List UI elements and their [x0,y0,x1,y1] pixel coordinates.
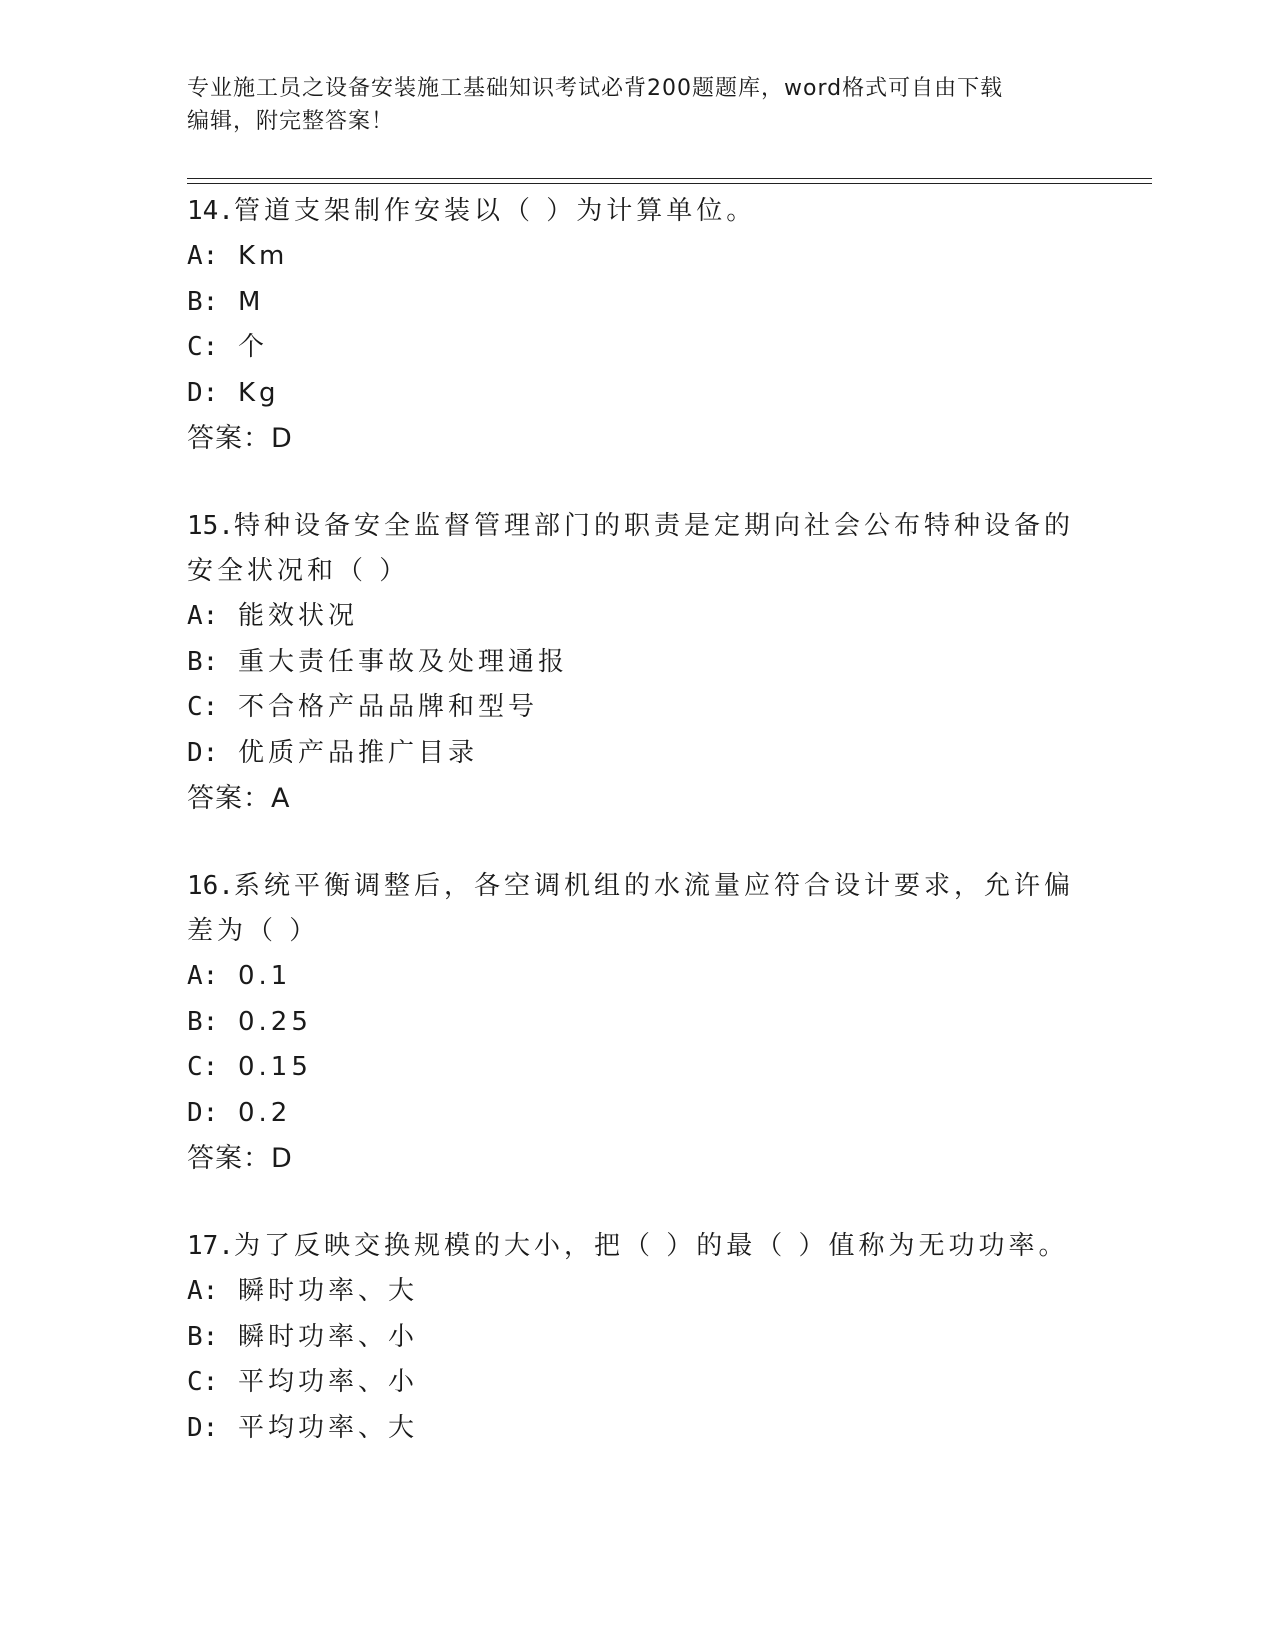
option-text: 不合格产品品牌和型号 [237,692,538,722]
option-b [187,640,1087,686]
option-c [187,685,1087,731]
option-text: 瞬时功率、大 [237,1276,418,1306]
option-key: A: [187,1276,219,1306]
option-b [187,280,1087,326]
option-key: B: [187,1321,219,1352]
option-key: B: [187,1006,219,1037]
question-text [187,864,1087,954]
header-divider-bottom [187,183,1152,184]
question-list [187,189,1087,1493]
option-b [187,1000,1087,1046]
option-text: 平均功率、大 [237,1412,418,1443]
option-c [187,1360,1087,1406]
option-key: D: [187,377,219,408]
option-text: 平均功率、小 [237,1367,418,1397]
question-text [187,189,1087,234]
answer-label: 答案：A [187,783,291,814]
header-divider-top [187,178,1152,179]
option-d [187,371,1087,417]
header-line-1: 专业施工员之设备安装施工基础知识考试必背200题题库，word格式可自由下载 [187,76,1004,101]
option-c [187,325,1087,371]
question-number: 15. [187,511,234,541]
option-text: 0.15 [237,1052,312,1082]
option-key: A: [187,961,219,991]
option-a [187,954,1087,1000]
option-key: C: [187,1052,219,1082]
question-17 [187,1224,1087,1451]
answer-label: 答案：D [187,1143,293,1174]
option-text: 0.25 [237,1006,312,1037]
question-stem: 为了反映交换规模的大小，把（ ）的最（ ）值称为无功功率。 [233,1231,1069,1261]
question-14 [187,189,1087,462]
option-text: 重大责任事故及处理通报 [237,646,568,677]
option-key: B: [187,286,219,317]
option-key: D: [187,737,219,768]
option-d [187,731,1087,777]
answer-label: 答案：D [187,423,293,454]
document-header [187,72,1067,138]
option-text: Kg [237,377,280,408]
question-stem: 系统平衡调整后，各空调机组的水流量应符合设计要求，允许偏差为（ ） [187,871,1074,946]
option-a [187,594,1087,640]
option-b [187,1315,1087,1361]
option-text: 个 [237,332,268,362]
question-stem: 特种设备安全监督管理部门的职责是定期向社会公布特种设备的安全状况和（ ） [187,511,1074,586]
option-key: C: [187,692,219,722]
option-d [187,1091,1087,1137]
option-key: A: [187,241,219,271]
option-text: M [237,286,265,317]
option-c [187,1045,1087,1091]
question-text [187,504,1087,594]
option-text: 优质产品推广目录 [237,737,478,768]
question-15 [187,504,1087,822]
option-text: 能效状况 [237,601,358,631]
option-a [187,234,1087,280]
option-key: D: [187,1097,219,1128]
header-line-2: 编辑，附完整答案！ [187,109,395,134]
option-a [187,1269,1087,1315]
option-key: A: [187,601,219,631]
option-text: 0.2 [237,1097,292,1128]
question-number: 14. [187,196,234,226]
question-text [187,1224,1087,1269]
question-number: 16. [187,871,234,901]
question-stem: 管道支架制作安装以（ ）为计算单位。 [233,196,757,226]
option-d [187,1406,1087,1452]
option-key: B: [187,646,219,677]
question-number: 17. [187,1231,234,1261]
option-key: C: [187,332,219,362]
option-key: D: [187,1412,219,1443]
option-text: 瞬时功率、小 [237,1321,418,1352]
option-text: Km [237,241,289,271]
option-text: 0.1 [237,961,292,991]
question-16 [187,864,1087,1182]
option-key: C: [187,1367,219,1397]
